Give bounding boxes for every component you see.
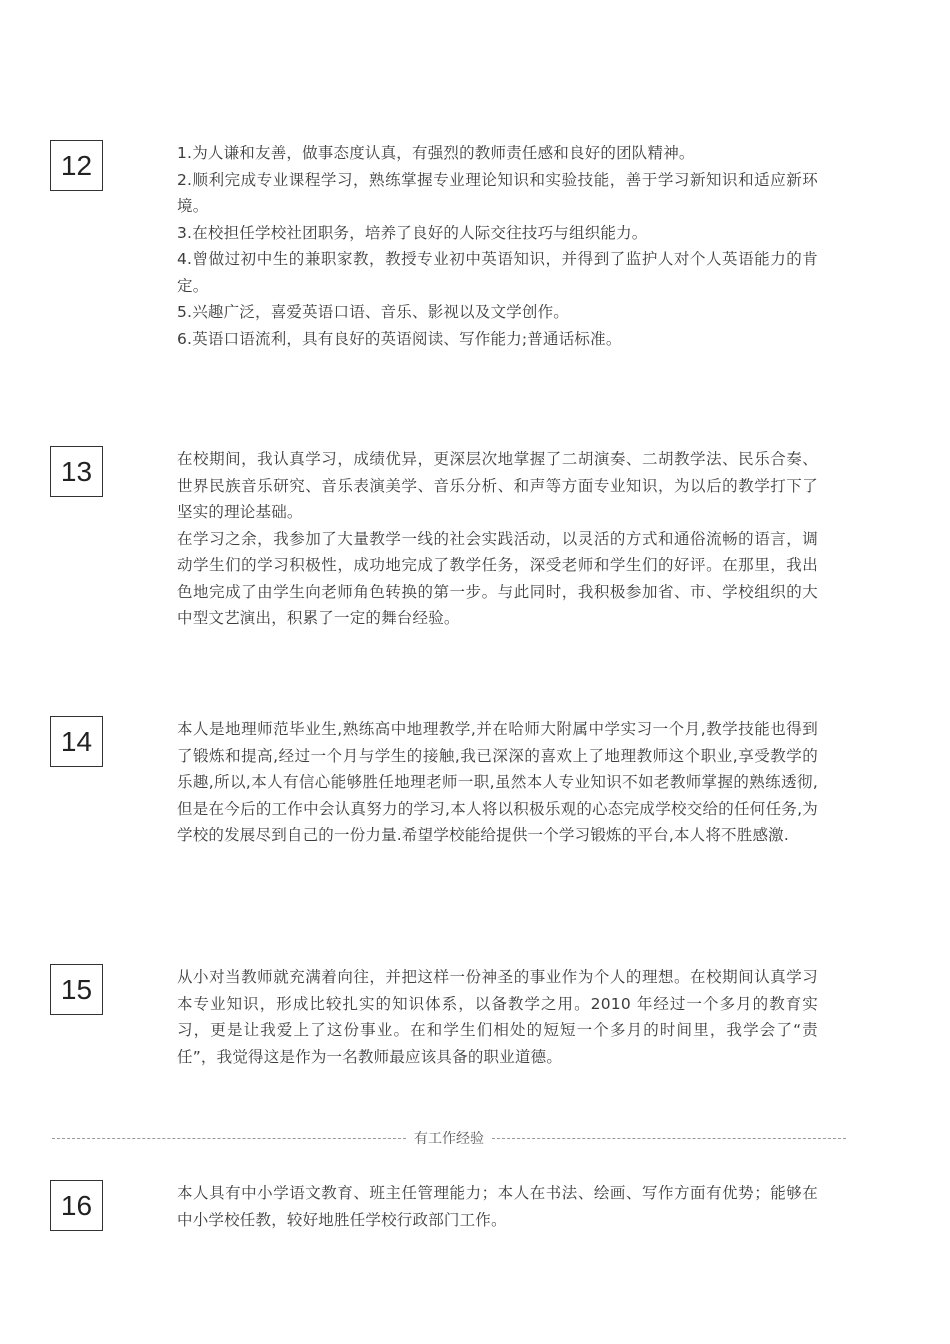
entry-paragraph: 2.顺利完成专业课程学习，熟练掌握专业理论知识和实验技能，善于学习新知识和适应新环境。	[177, 170, 818, 215]
entry-number-box	[50, 140, 103, 191]
entry-paragraph: 5.兴趣广泛，喜爱英语口语、音乐、影视以及文学创作。	[177, 303, 569, 321]
entry-paragraph: 在校期间，我认真学习，成绩优异，更深层次地掌握了二胡演奏、二胡教学法、民乐合奏、世界民族音乐研究、音乐表演美学、音乐分析、和声等方面专业知识，为以后的教学打下了坚实的理论基础。	[177, 450, 818, 521]
section-divider-label: 有工作经验	[414, 1131, 484, 1147]
entry-number: 12	[60, 149, 93, 181]
entry-text	[177, 446, 818, 632]
entry-number: 15	[60, 973, 93, 1005]
entry-number-box	[50, 964, 103, 1015]
entry-paragraph: 本人是地理师范毕业生,熟练高中地理教学,并在哈师大附属中学实习一个月,教学技能也得到了锻炼和提高,经过一个月与学生的接触,我已深深的喜欢上了地理教师这个职业,享受教学的乐趣,所以,本人有信心能够胜任地理老师一职,虽然本人专业知识不如老教师掌握的熟练透彻,但是在今后的工作中会认真努力的学习,本人将以积极乐观的心态完成学校交给的任何任务,为学校的发展尽到自己的一份力量.希望学校能给提供一个学习锻炼的平台,本人将不胜感激.	[177, 720, 818, 844]
entry-paragraph: 6.英语口语流利，具有良好的英语阅读、写作能力;普通话标准。	[177, 329, 622, 348]
entry-paragraph: 本人具有中小学语文教育、班主任管理能力；本人在书法、绘画、写作方面有优势；能够在中小学校任教，较好地胜任学校行政部门工作。	[177, 1184, 818, 1229]
section-divider	[52, 1127, 846, 1149]
entry-paragraph: 从小对当教师就充满着向往，并把这样一份神圣的事业作为个人的理想。在校期间认真学习本专业知识，形成比较扎实的知识体系，以备教学之用。2010 年经过一个多月的教育实习，更是让我爱上了这份事业。在和学生们相处的短短一个多月的时间里，我学会了“责任”，我觉得这是作为一名教师最应该具备的职业道德。	[177, 968, 818, 1066]
entry-paragraph: 4.曾做过初中生的兼职家教，教授专业初中英语知识，并得到了监护人对个人英语能力的肯定。	[177, 250, 818, 295]
entry-paragraph: 在学习之余，我参加了大量教学一线的社会实践活动，以灵活的方式和通俗流畅的语言，调动学生们的学习积极性，成功地完成了教学任务，深受老师和学生们的好评。在那里，我出色地完成了由学生向老师角色转换的第一步。与此同时，我积极参加省、市、学校组织的大中型文艺演出，积累了一定的舞台经验。	[177, 529, 818, 627]
entry-number-box	[50, 1180, 103, 1231]
entry-paragraph: 1.为人谦和友善，做事态度认真，有强烈的教师责任感和良好的团队精神。	[177, 144, 695, 162]
entry-number-box	[50, 716, 103, 767]
entry-text	[177, 140, 818, 352]
divider-line-left	[52, 1138, 406, 1139]
entry-number: 16	[60, 1189, 93, 1221]
entry-text	[177, 1180, 818, 1233]
entry-number: 13	[60, 455, 93, 487]
entry-number-box	[50, 446, 103, 497]
entry-paragraph: 3.在校担任学校社团职务，培养了良好的人际交往技巧与组织能力。	[177, 223, 648, 242]
entry-text	[177, 964, 818, 1070]
entry-number: 14	[60, 725, 93, 757]
divider-line-right	[492, 1138, 846, 1139]
entry-text	[177, 716, 818, 849]
